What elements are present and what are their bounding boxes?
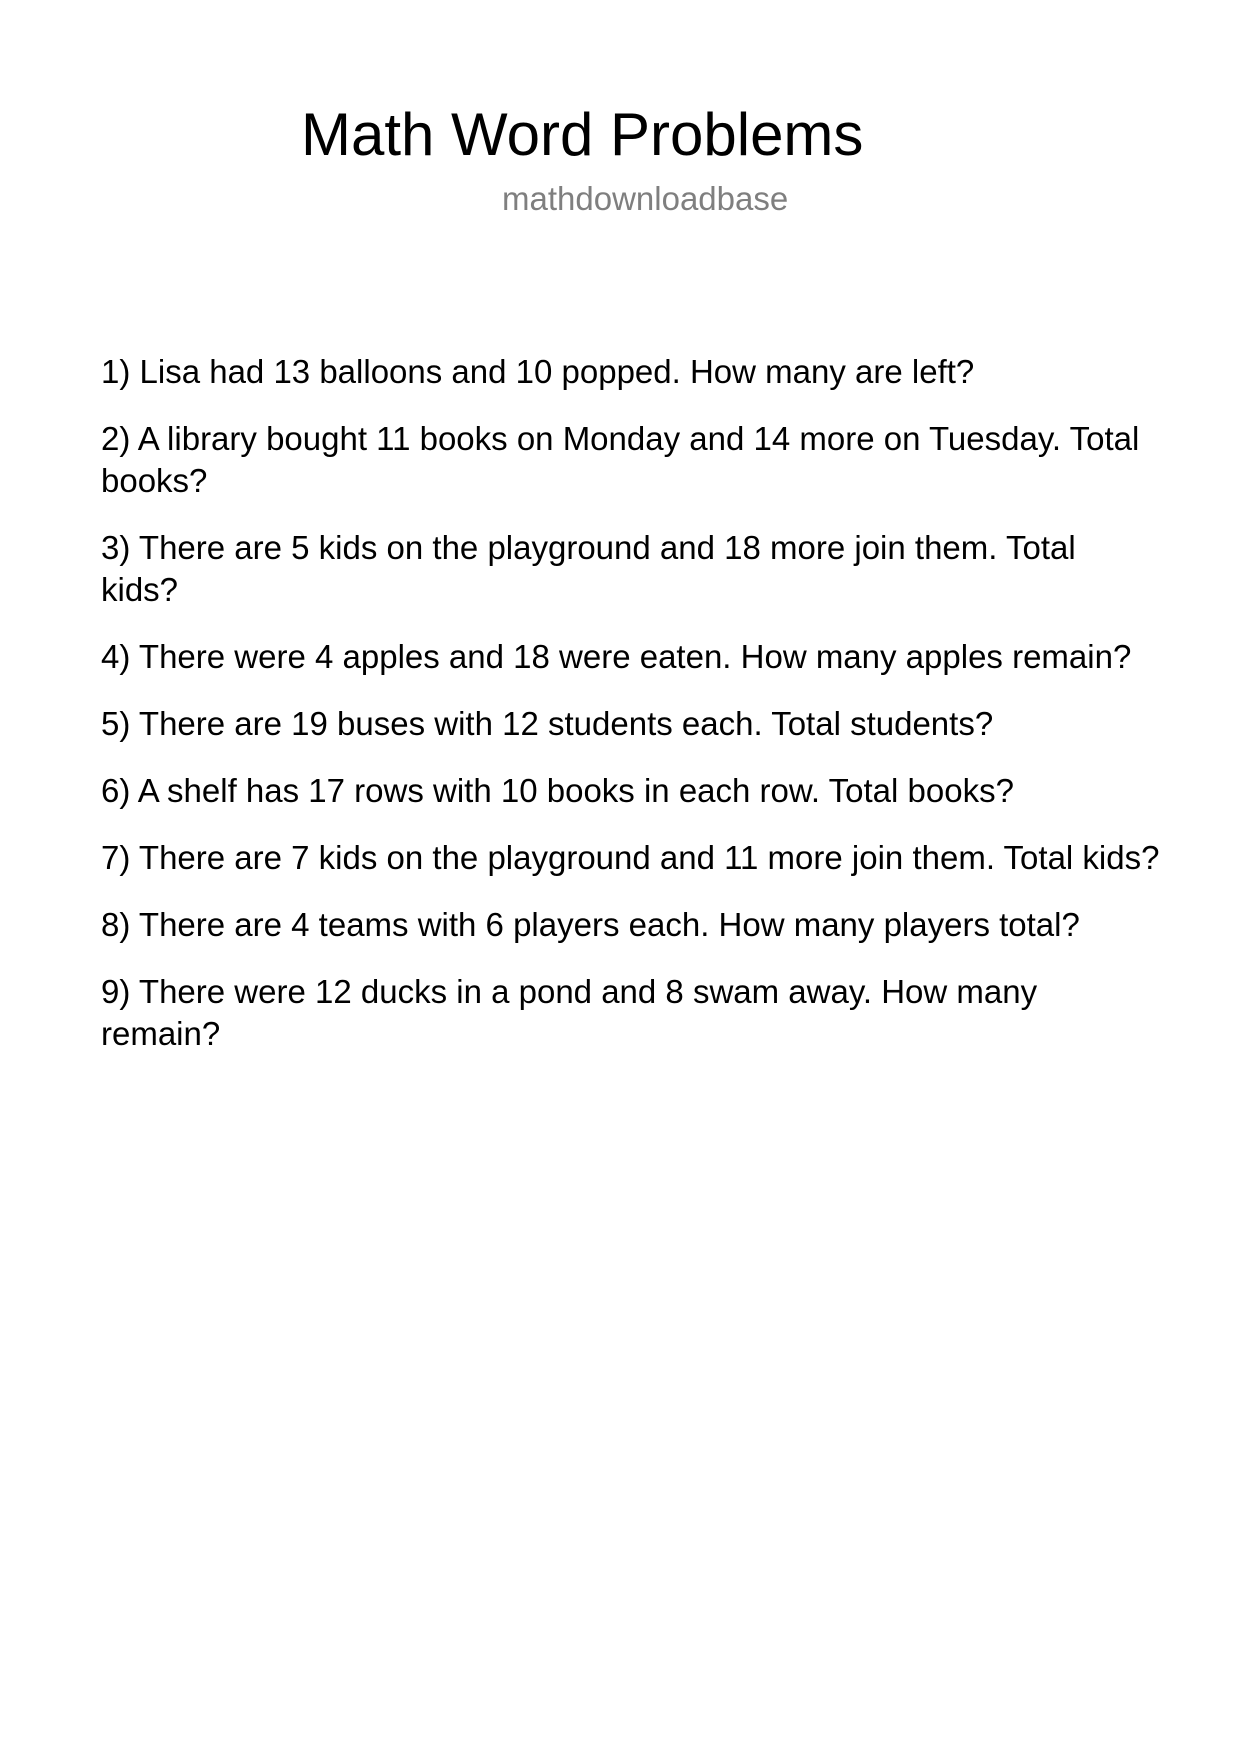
page-title: Math Word Problems — [301, 101, 864, 168]
problem-item-5: 5) There are 19 buses with 12 students each. Total students? — [101, 705, 994, 742]
problem-item-9: 9) There were 12 ducks in a pond and 8 swam away. How many remain? — [101, 973, 1038, 1052]
problem-item-8: 8) There are 4 teams with 6 players each. How many players total? — [101, 906, 1080, 943]
problem-item-4: 4) There were 4 apples and 18 were eaten. How many apples remain? — [101, 638, 1132, 675]
problem-item-7: 7) There are 7 kids on the playground and 11 more join them. Total kids? — [101, 839, 1160, 876]
problem-item-3: 3) There are 5 kids on the playground and 18 more join them. Total kids? — [101, 529, 1076, 608]
problem-list — [101, 351, 1161, 1080]
page-subtitle: mathdownloadbase — [502, 180, 789, 217]
problem-item-2: 2) A library bought 11 books on Monday and 14 more on Tuesday. Total books? — [101, 420, 1140, 499]
problem-item-6: 6) A shelf has 17 rows with 10 books in each row. Total books? — [101, 772, 1014, 809]
problem-item-1: 1) Lisa had 13 balloons and 10 popped. How many are left? — [101, 353, 975, 390]
